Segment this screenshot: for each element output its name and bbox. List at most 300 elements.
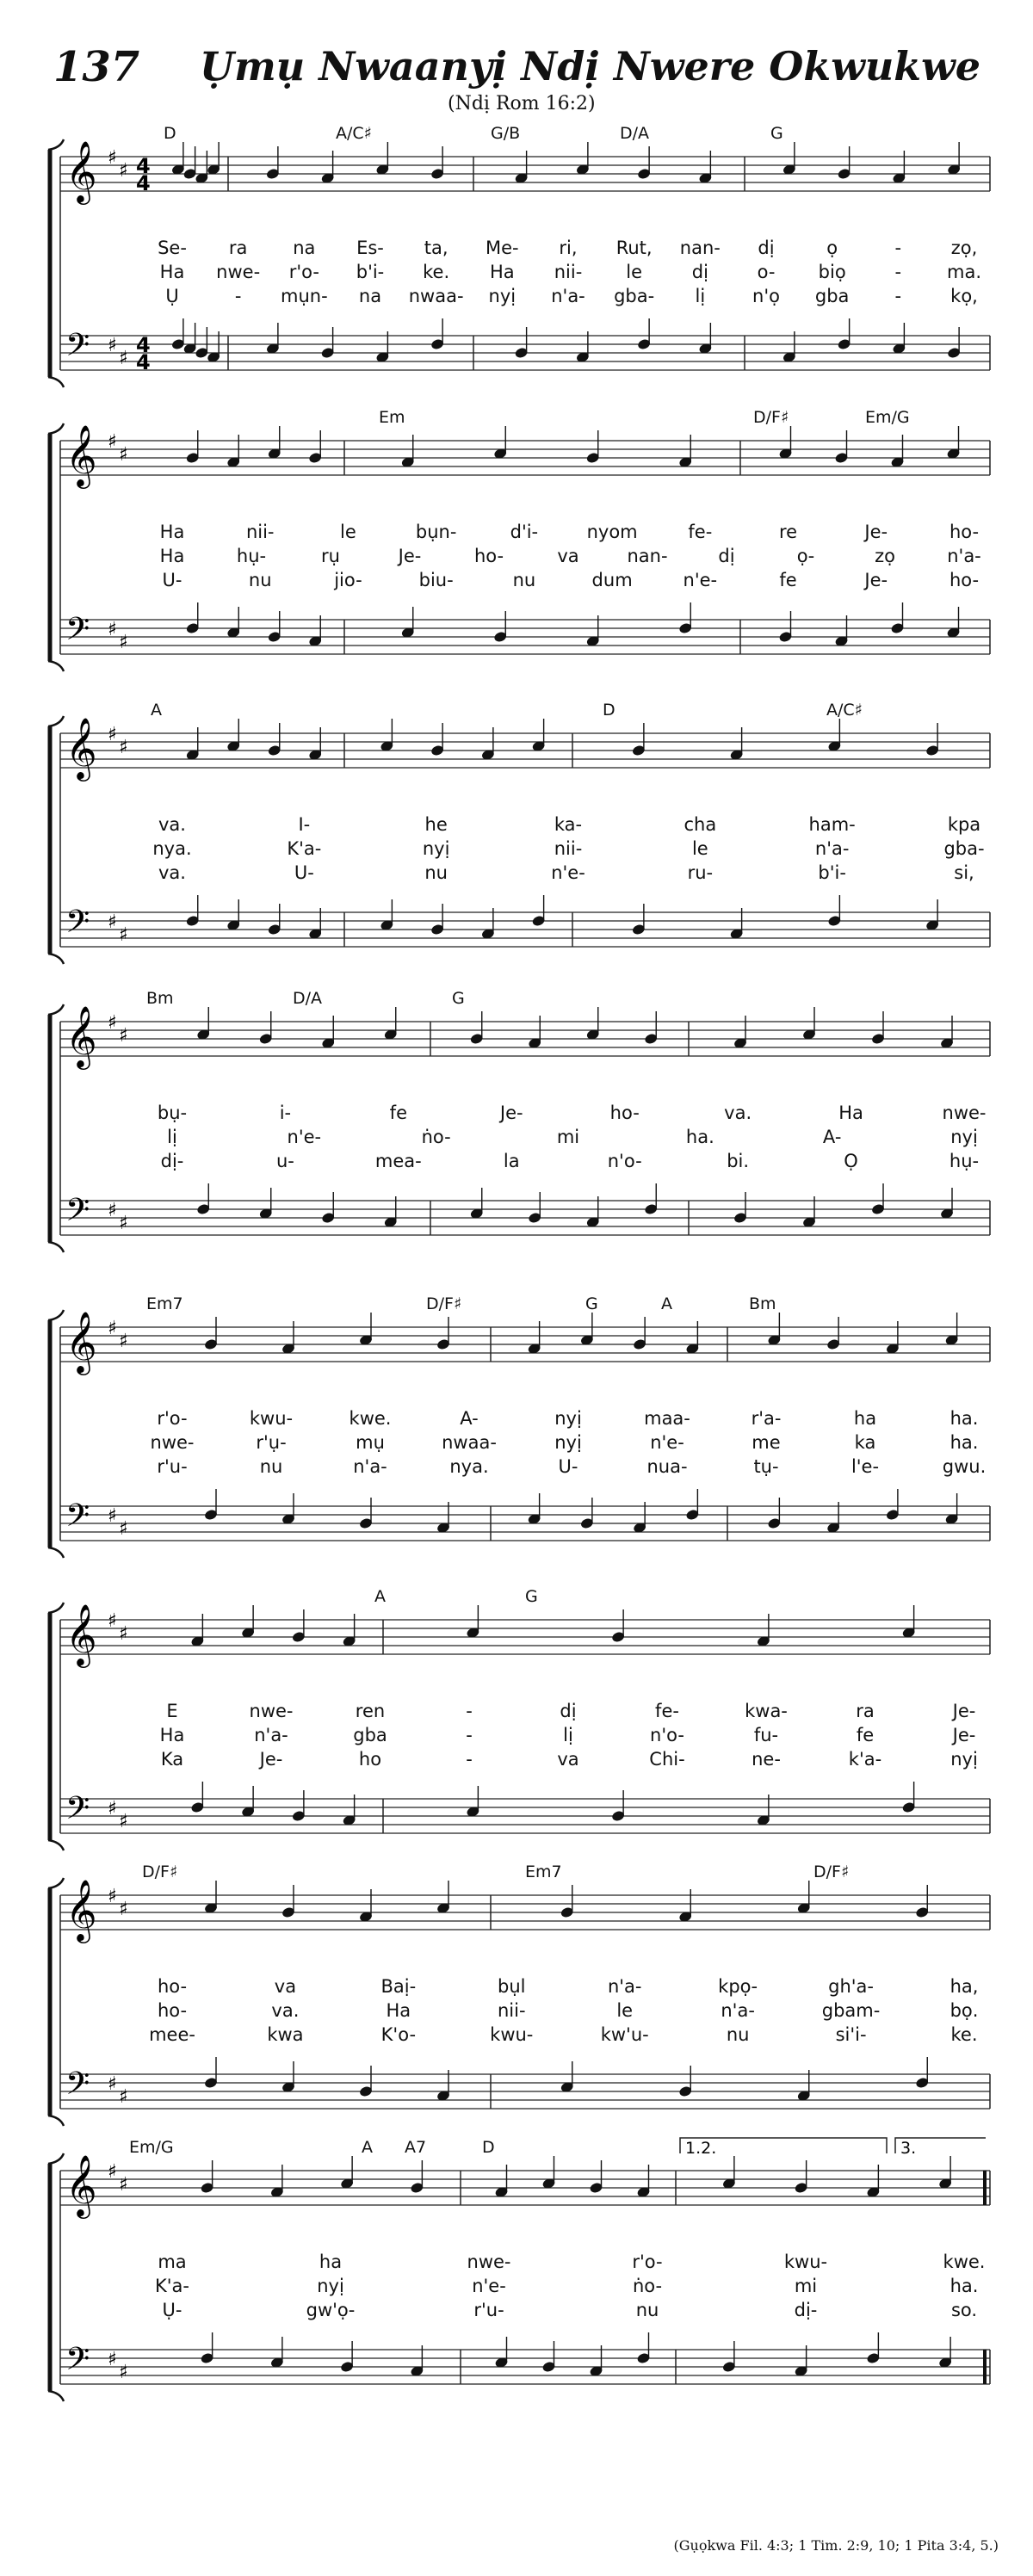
lyric-syllable: E <box>166 1701 178 1721</box>
lyric-syllable: tụ- <box>753 1456 779 1477</box>
lyric-syllable: Ha <box>159 262 185 282</box>
lyric-syllable: si'i- <box>835 2024 867 2045</box>
lyric-syllable: nyị <box>554 1432 582 1453</box>
lyric-syllable: ru- <box>687 862 714 883</box>
lyric-syllable: kwu- <box>490 2024 534 2045</box>
key-sharp-icon: ♯ <box>119 2086 128 2108</box>
lyric-syllable: va. <box>158 814 186 835</box>
treble-clef-icon: 𝄞 <box>65 1004 97 1067</box>
lyric-syllable: la <box>503 1151 520 1171</box>
lyric-syllable: Ha <box>489 262 515 282</box>
lyric-syllable: ṅo- <box>632 2276 663 2296</box>
lyric-syllable: nyị <box>950 1749 978 1770</box>
lyric-syllable: zọ <box>875 546 895 566</box>
treble-clef-icon: 𝄞 <box>65 1878 97 1941</box>
lyric-syllable: va <box>557 546 579 566</box>
lyric-syllable: ho- <box>157 1976 188 1997</box>
lyric-syllable: n'a- <box>814 838 850 859</box>
lyric-syllable: Ha <box>838 1103 863 1123</box>
lyric-syllable: kwe. <box>943 2252 986 2272</box>
lyric-syllable: le <box>626 262 643 282</box>
lyric-syllable: si, <box>954 862 974 883</box>
lyric-syllable: kwa- <box>745 1701 788 1721</box>
lyric-syllable: nyị <box>317 2276 344 2296</box>
key-sharp-icon: ♯ <box>108 2161 117 2183</box>
chord-symbol: A <box>362 2138 373 2157</box>
lyric-syllable: lị <box>167 1127 177 1147</box>
lyric-syllable: nwe- <box>150 1432 195 1453</box>
treble-clef-icon: 𝄞 <box>65 716 97 779</box>
lyric-syllable: n'a- <box>353 1456 387 1477</box>
lyric-syllable: nwe- <box>216 262 261 282</box>
music-system-3 <box>0 697 1033 973</box>
lyric-syllable: nya. <box>449 1456 489 1477</box>
lyric-syllable: kwa <box>267 2024 304 2045</box>
lyric-syllable: r'u- <box>473 2300 504 2320</box>
lyric-syllable: cha <box>684 814 717 835</box>
lyric-syllable: b'i- <box>818 862 846 883</box>
lyric-syllable: r'ụ- <box>256 1432 287 1453</box>
lyric-syllable: nan- <box>679 238 721 258</box>
key-sharp-icon: ♯ <box>108 911 117 933</box>
chord-symbol: D/A <box>620 124 650 143</box>
treble-clef-icon: 𝄞 <box>65 1310 97 1373</box>
key-sharp-icon: ♯ <box>108 1610 117 1632</box>
lyric-syllable: ho <box>358 1749 382 1770</box>
lyric-syllable: n'e- <box>472 2276 506 2296</box>
lyric-syllable: dị- <box>794 2300 818 2320</box>
treble-staff <box>60 1022 990 1056</box>
lyric-line-verse-3 <box>0 570 1033 592</box>
lyric-line-verse-3 <box>0 2024 1033 2047</box>
lyric-syllable: biọ <box>818 262 846 282</box>
lyric-syllable: K'a- <box>155 2276 189 2296</box>
lyric-syllable: gbam- <box>821 2000 881 2021</box>
key-sharp-icon: ♯ <box>119 1331 128 1352</box>
lyric-syllable: nu <box>248 570 272 590</box>
lyric-syllable: nwe- <box>249 1701 294 1721</box>
lyric-syllable: nwe- <box>467 2252 511 2272</box>
time-signature-bottom: 4 <box>136 350 151 374</box>
key-sharp-icon: ♯ <box>119 632 128 653</box>
lyric-syllable: gh'a- <box>828 1976 874 1997</box>
chord-symbol: G <box>585 1294 598 1313</box>
music-system-5 <box>0 1291 1033 1566</box>
lyric-syllable: maa- <box>644 1408 690 1429</box>
lyric-syllable: ne- <box>752 1749 781 1770</box>
lyric-line-verse-2 <box>0 546 1033 568</box>
lyric-syllable: mee- <box>149 2024 195 2045</box>
lyric-syllable: va. <box>158 862 186 883</box>
lyric-syllable: dị <box>718 546 735 566</box>
lyric-syllable: ma. <box>946 262 982 282</box>
chord-symbol: Em/G <box>865 408 910 427</box>
bass-staff <box>60 1506 990 1541</box>
lyric-syllable: ha. <box>949 1432 979 1453</box>
lyric-syllable: nua- <box>646 1456 688 1477</box>
lyric-syllable: fe- <box>655 1701 679 1721</box>
key-sharp-icon: ♯ <box>108 619 117 640</box>
chord-symbol: A7 <box>405 2138 427 2157</box>
lyric-syllable: nii- <box>554 838 583 859</box>
lyric-syllable: Me- <box>486 238 519 258</box>
lyric-syllable: Ha <box>159 546 185 566</box>
chord-symbol: Bm <box>749 1294 776 1313</box>
lyric-syllable: b'i- <box>356 262 385 282</box>
lyric-syllable: me <box>752 1432 781 1453</box>
lyric-syllable: Je- <box>864 570 888 590</box>
chord-symbol: D/F♯ <box>813 1863 850 1881</box>
lyric-syllable: jio- <box>334 570 362 590</box>
lyric-syllable: ta, <box>424 238 448 258</box>
music-system-7 <box>0 1859 1033 2134</box>
key-sharp-icon: ♯ <box>108 1200 117 1221</box>
lyric-syllable: - <box>466 1749 473 1770</box>
hymn-number: 137 <box>53 43 140 91</box>
bass-clef-icon: 𝄢 <box>65 611 90 655</box>
lyric-syllable: K'a- <box>287 838 322 859</box>
lyric-syllable: hụ- <box>949 1151 980 1171</box>
lyric-syllable: re <box>779 522 798 542</box>
treble-staff <box>60 1895 990 1930</box>
lyric-syllable: gba <box>353 1725 387 1745</box>
lyric-syllable: n'a- <box>947 546 981 566</box>
chord-symbol: A/C♯ <box>336 124 372 143</box>
time-signature-bottom: 4 <box>136 171 151 195</box>
lyric-syllable: dị <box>691 262 708 282</box>
lyric-syllable: gwu. <box>942 1456 987 1477</box>
lyric-syllable: nu <box>259 1456 283 1477</box>
chord-symbol: A <box>661 1294 672 1313</box>
chord-symbol: G/B <box>491 124 521 143</box>
key-sharp-icon: ♯ <box>119 924 128 946</box>
lyric-syllable: r'a- <box>751 1408 782 1429</box>
lyric-line-verse-1 <box>0 1701 1033 1723</box>
lyric-syllable: ri, <box>559 238 578 258</box>
chord-symbol: D <box>603 701 615 720</box>
lyric-syllable: dị- <box>160 1151 184 1171</box>
lyric-syllable: Je- <box>259 1749 283 1770</box>
lyric-syllable: ka- <box>554 814 583 835</box>
lyric-syllable: Je- <box>952 1701 976 1721</box>
key-sharp-icon: ♯ <box>108 2073 117 2095</box>
treble-staff <box>60 733 990 768</box>
lyric-line-verse-1 <box>0 1976 1033 1998</box>
lyric-syllable: n'a- <box>721 2000 755 2021</box>
chord-symbol: D/F♯ <box>753 408 789 427</box>
chord-symbol: G <box>770 124 783 143</box>
lyric-syllable: l'e- <box>851 1456 880 1477</box>
lyric-syllable: gba- <box>614 286 655 306</box>
lyric-syllable: ho- <box>473 546 504 566</box>
lyric-syllable: bi. <box>727 1151 750 1171</box>
lyric-syllable: ọ <box>826 238 838 258</box>
treble-staff <box>60 2171 990 2205</box>
lyric-syllable: o- <box>757 262 776 282</box>
bass-clef-icon: 𝄢 <box>65 2066 90 2110</box>
key-sharp-icon: ♯ <box>119 348 128 369</box>
lyric-syllable: ren <box>355 1701 386 1721</box>
lyric-syllable: nyị <box>422 838 450 859</box>
lyric-syllable: d'i- <box>510 522 539 542</box>
lyric-syllable: Ha <box>386 2000 411 2021</box>
lyric-line-verse-2 <box>0 1432 1033 1455</box>
ending-label-3: 3. <box>900 2139 917 2158</box>
lyric-syllable: so. <box>950 2300 978 2320</box>
lyric-line-verse-2 <box>0 838 1033 861</box>
lyric-syllable: Ụ <box>165 286 179 306</box>
lyric-syllable: ha. <box>949 2276 979 2296</box>
lyric-syllable: Je- <box>499 1103 523 1123</box>
lyric-line-verse-1 <box>0 1103 1033 1125</box>
key-sharp-icon: ♯ <box>119 2174 128 2196</box>
lyric-syllable: gba <box>814 286 850 306</box>
lyric-syllable: Ka <box>160 1749 184 1770</box>
lyric-syllable: le <box>691 838 708 859</box>
lyric-syllable: bụl <box>498 1976 526 1997</box>
lyric-syllable: Ụ- <box>162 2300 182 2320</box>
chord-symbol: G <box>525 1587 538 1606</box>
lyric-syllable: dị <box>560 1701 577 1721</box>
lyric-syllable: Chi- <box>649 1749 685 1770</box>
chord-symbol: Em/G <box>129 2138 174 2157</box>
key-sharp-icon: ♯ <box>108 1505 117 1527</box>
key-sharp-icon: ♯ <box>108 724 117 745</box>
lyric-syllable: Ọ <box>844 1151 858 1171</box>
bass-staff <box>60 912 990 947</box>
lyric-syllable: n'o- <box>607 1151 642 1171</box>
lyric-syllable: gw'ọ- <box>306 2300 356 2320</box>
lyric-syllable: K'o- <box>380 2024 417 2045</box>
lyric-syllable: nu <box>512 570 536 590</box>
lyric-syllable: - <box>466 1725 473 1745</box>
lyric-line-verse-1 <box>0 2252 1033 2274</box>
lyric-syllable: ke. <box>423 262 450 282</box>
lyric-syllable: nyom <box>586 522 638 542</box>
music-system-4 <box>0 985 1033 1261</box>
chord-symbol: D/F♯ <box>142 1863 178 1881</box>
chord-symbol: G <box>452 989 465 1008</box>
lyric-syllable: le <box>340 522 356 542</box>
treble-clef-icon: 𝄞 <box>65 1603 97 1665</box>
treble-clef-icon: 𝄞 <box>65 139 97 202</box>
lyric-syllable: lị <box>563 1725 573 1745</box>
lyric-syllable: kọ, <box>950 286 978 306</box>
lyric-syllable: hụ- <box>236 546 267 566</box>
lyric-syllable: nyị <box>488 286 516 306</box>
lyric-syllable: nu <box>635 2300 659 2320</box>
lyric-syllable: Ha <box>159 522 185 542</box>
lyric-syllable: ho- <box>949 570 980 590</box>
lyric-syllable: kwu- <box>249 1408 294 1429</box>
lyric-syllable: nii- <box>554 262 583 282</box>
lyric-syllable: ma <box>158 2252 187 2272</box>
lyric-syllable: va. <box>271 2000 300 2021</box>
bass-staff <box>60 2350 990 2384</box>
lyric-syllable: kw'u- <box>600 2024 649 2045</box>
lyric-syllable: Es- <box>356 238 384 258</box>
lyric-line-verse-3 <box>0 862 1033 885</box>
lyric-line-verse-3 <box>0 2300 1033 2322</box>
lyric-syllable: nu <box>424 862 448 883</box>
lyric-line-verse-1 <box>0 238 1033 260</box>
lyric-syllable: r'o- <box>288 262 319 282</box>
chord-symbol: D <box>482 2138 495 2157</box>
key-sharp-icon: ♯ <box>119 1623 128 1645</box>
lyric-syllable: dị <box>758 238 775 258</box>
lyric-syllable: biu- <box>418 570 454 590</box>
lyric-syllable: k'a- <box>848 1749 882 1770</box>
key-sharp-icon: ♯ <box>108 147 117 169</box>
treble-staff <box>60 441 990 475</box>
lyric-line-verse-2 <box>0 1127 1033 1149</box>
treble-clef-icon: 𝄞 <box>65 2153 97 2216</box>
ending-label-12: 1.2. <box>685 2139 717 2158</box>
lyric-syllable: ke. <box>950 2024 978 2045</box>
chord-symbol: Bm <box>146 989 174 1008</box>
key-sharp-icon: ♯ <box>119 1213 128 1234</box>
bass-staff <box>60 1201 990 1235</box>
lyric-syllable: gba- <box>943 838 985 859</box>
lyric-syllable: nwe- <box>942 1103 987 1123</box>
lyric-syllable: u- <box>275 1151 294 1171</box>
lyric-syllable: n'a- <box>551 286 585 306</box>
bass-clef-icon: 𝄢 <box>65 1790 90 1834</box>
lyric-syllable: mi <box>794 2276 818 2296</box>
lyric-line-verse-2 <box>0 262 1033 284</box>
lyric-line-verse-3 <box>0 1151 1033 1173</box>
lyric-syllable: kwe. <box>349 1408 392 1429</box>
key-sharp-icon: ♯ <box>108 1318 117 1339</box>
bass-clef-icon: 𝄢 <box>65 1192 90 1236</box>
lyric-syllable: ha, <box>949 1976 979 1997</box>
lyric-line-verse-3 <box>0 1749 1033 1771</box>
lyric-syllable: I- <box>298 814 311 835</box>
bass-clef-icon: 𝄢 <box>65 1498 90 1541</box>
lyric-syllable: nwaa- <box>408 286 464 306</box>
lyric-syllable: n'ọ <box>752 286 780 306</box>
music-system-6 <box>0 1584 1033 1859</box>
key-sharp-icon: ♯ <box>119 737 128 758</box>
lyric-syllable: n'e- <box>683 570 718 590</box>
chord-symbol: A/C♯ <box>826 701 863 720</box>
lyric-syllable: bọ. <box>949 2000 979 2021</box>
key-sharp-icon: ♯ <box>108 1798 117 1819</box>
chord-symbol: Em7 <box>525 1863 562 1881</box>
bass-staff <box>60 620 990 654</box>
lyric-syllable: bụn- <box>415 522 457 542</box>
lyric-syllable: n'e- <box>650 1432 684 1453</box>
chord-symbol: D/A <box>293 989 323 1008</box>
lyric-syllable: - <box>894 238 902 258</box>
lyric-syllable: na <box>293 238 316 258</box>
key-sharp-icon: ♯ <box>119 1811 128 1832</box>
lyric-syllable: A- <box>822 1127 842 1147</box>
key-sharp-icon: ♯ <box>119 1899 128 1920</box>
lyric-syllable: lị <box>695 286 706 306</box>
key-sharp-icon: ♯ <box>108 1012 117 1034</box>
key-sharp-icon: ♯ <box>119 1025 128 1047</box>
key-sharp-icon: ♯ <box>119 1518 128 1540</box>
lyric-syllable: dum <box>591 570 633 590</box>
lyric-syllable: Se- <box>158 238 187 258</box>
lyric-syllable: n'e- <box>551 862 585 883</box>
key-sharp-icon: ♯ <box>108 2349 117 2370</box>
bass-clef-icon: 𝄢 <box>65 904 90 948</box>
lyric-syllable: fu- <box>753 1725 779 1745</box>
lyric-syllable: n'a- <box>607 1976 642 1997</box>
lyric-syllable: bụ- <box>157 1103 188 1123</box>
lyric-syllable: va. <box>724 1103 752 1123</box>
treble-staff <box>60 1327 990 1362</box>
lyric-syllable: Je- <box>864 522 888 542</box>
key-sharp-icon: ♯ <box>119 160 128 182</box>
lyric-syllable: kwu- <box>783 2252 828 2272</box>
lyric-syllable: Ha <box>159 1725 185 1745</box>
lyric-syllable: le <box>616 2000 634 2021</box>
lyric-line-verse-3 <box>0 286 1033 308</box>
lyric-syllable: Rut, <box>615 238 653 258</box>
lyric-syllable: Je- <box>398 546 422 566</box>
music-system-8 <box>0 2134 1033 2410</box>
lyric-syllable: U- <box>162 570 182 590</box>
time-signature-top: 4 <box>136 154 151 178</box>
lyric-syllable: mi <box>556 1127 580 1147</box>
lyric-syllable: mụ <box>356 1432 385 1453</box>
bass-staff <box>60 2074 990 2109</box>
lyric-syllable: ra <box>228 238 248 258</box>
lyric-syllable: nwaa- <box>442 1432 497 1453</box>
lyric-syllable: U- <box>294 862 314 883</box>
lyric-line-verse-2 <box>0 2276 1033 2298</box>
lyric-line-verse-1 <box>0 1408 1033 1430</box>
key-sharp-icon: ♯ <box>119 2362 128 2383</box>
lyric-syllable: nya. <box>152 838 192 859</box>
lyric-syllable: nii- <box>498 2000 526 2021</box>
lyric-syllable: nu <box>726 2024 750 2045</box>
lyric-line-verse-1 <box>0 814 1033 837</box>
lyric-syllable: rụ <box>321 546 340 566</box>
lyric-line-verse-2 <box>0 1725 1033 1747</box>
lyric-syllable: ra <box>856 1701 875 1721</box>
lyric-syllable: ka <box>854 1432 876 1453</box>
lyric-syllable: ha <box>853 1408 877 1429</box>
lyric-syllable: ho- <box>157 2000 188 2021</box>
lyric-syllable: n'o- <box>650 1725 684 1745</box>
lyric-syllable: A- <box>460 1408 479 1429</box>
lyric-syllable: nii- <box>245 522 275 542</box>
lyric-syllable: - <box>894 286 902 306</box>
lyric-syllable: fe <box>856 1725 875 1745</box>
lyric-syllable: ọ- <box>796 546 815 566</box>
lyric-syllable: n'e- <box>287 1127 322 1147</box>
lyric-syllable: ho- <box>949 522 980 542</box>
lyric-syllable: ha. <box>949 1408 979 1429</box>
lyric-syllable: r'o- <box>632 2252 663 2272</box>
chord-symbol: Em <box>379 408 405 427</box>
lyric-syllable: i- <box>279 1103 292 1123</box>
hymn-subtitle: (Ndị Rom 16:2) <box>448 93 596 114</box>
lyric-syllable: va <box>557 1749 579 1770</box>
bass-clef-icon: 𝄢 <box>65 2341 90 2385</box>
lyric-syllable: nyị <box>950 1127 978 1147</box>
lyric-line-verse-3 <box>0 1456 1033 1479</box>
lyric-syllable: mea- <box>374 1151 422 1171</box>
key-sharp-icon: ♯ <box>119 444 128 466</box>
lyric-syllable: fe <box>779 570 797 590</box>
lyric-syllable: nan- <box>627 546 668 566</box>
lyric-syllable: ṅo- <box>421 1127 451 1147</box>
